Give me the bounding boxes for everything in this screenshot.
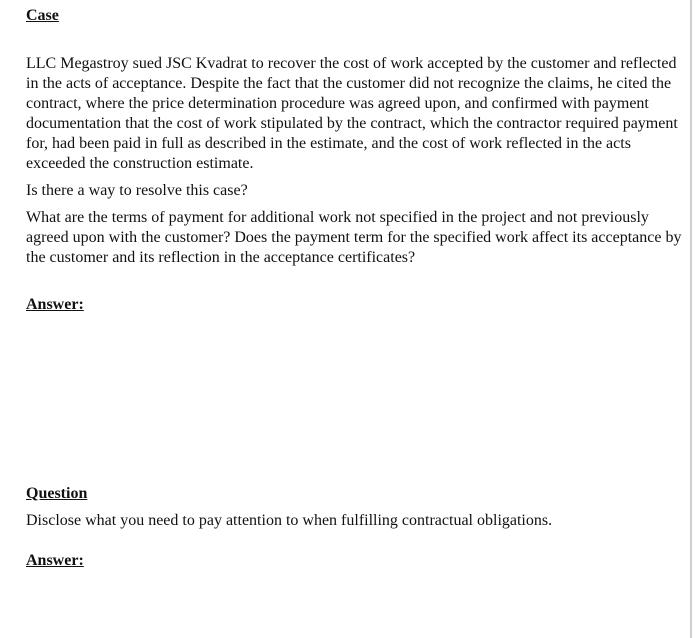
case-question-resolve: Is there a way to resolve this case? [26,182,248,199]
case-paragraph: LLC Megastroy sued JSC Kvadrat to recover the cost of work accepted by the customer and reflected in the acts of acceptance. Despite the fact that the customer did not recognize the claims, he cited the contract, where the price determination procedure was agreed upon, and confirmed with payment documentation that the cost of work stipulated by the contract, which the contractor required payment for, had been paid in full as described in the estimate, and the cost of work reflected in the acts exceeded the construction estimate. [26,55,678,172]
question-heading: Question [26,485,88,502]
question-text: Disclose what you need to pay attention to when fulfilling contractual obligations. [26,512,553,529]
answer-heading-2: Answer: [26,552,84,569]
case-question-payment-terms: What are the terms of payment for additional work not specified in the project and not previously agreed upon with the customer? Does the payment term for the specified work affect its acceptance by the customer and its reflection in the acceptance certificates? [26,209,682,266]
answer-heading-1: Answer: [26,296,84,313]
page-edge-divider [690,0,692,638]
case-heading: Case [26,7,59,24]
